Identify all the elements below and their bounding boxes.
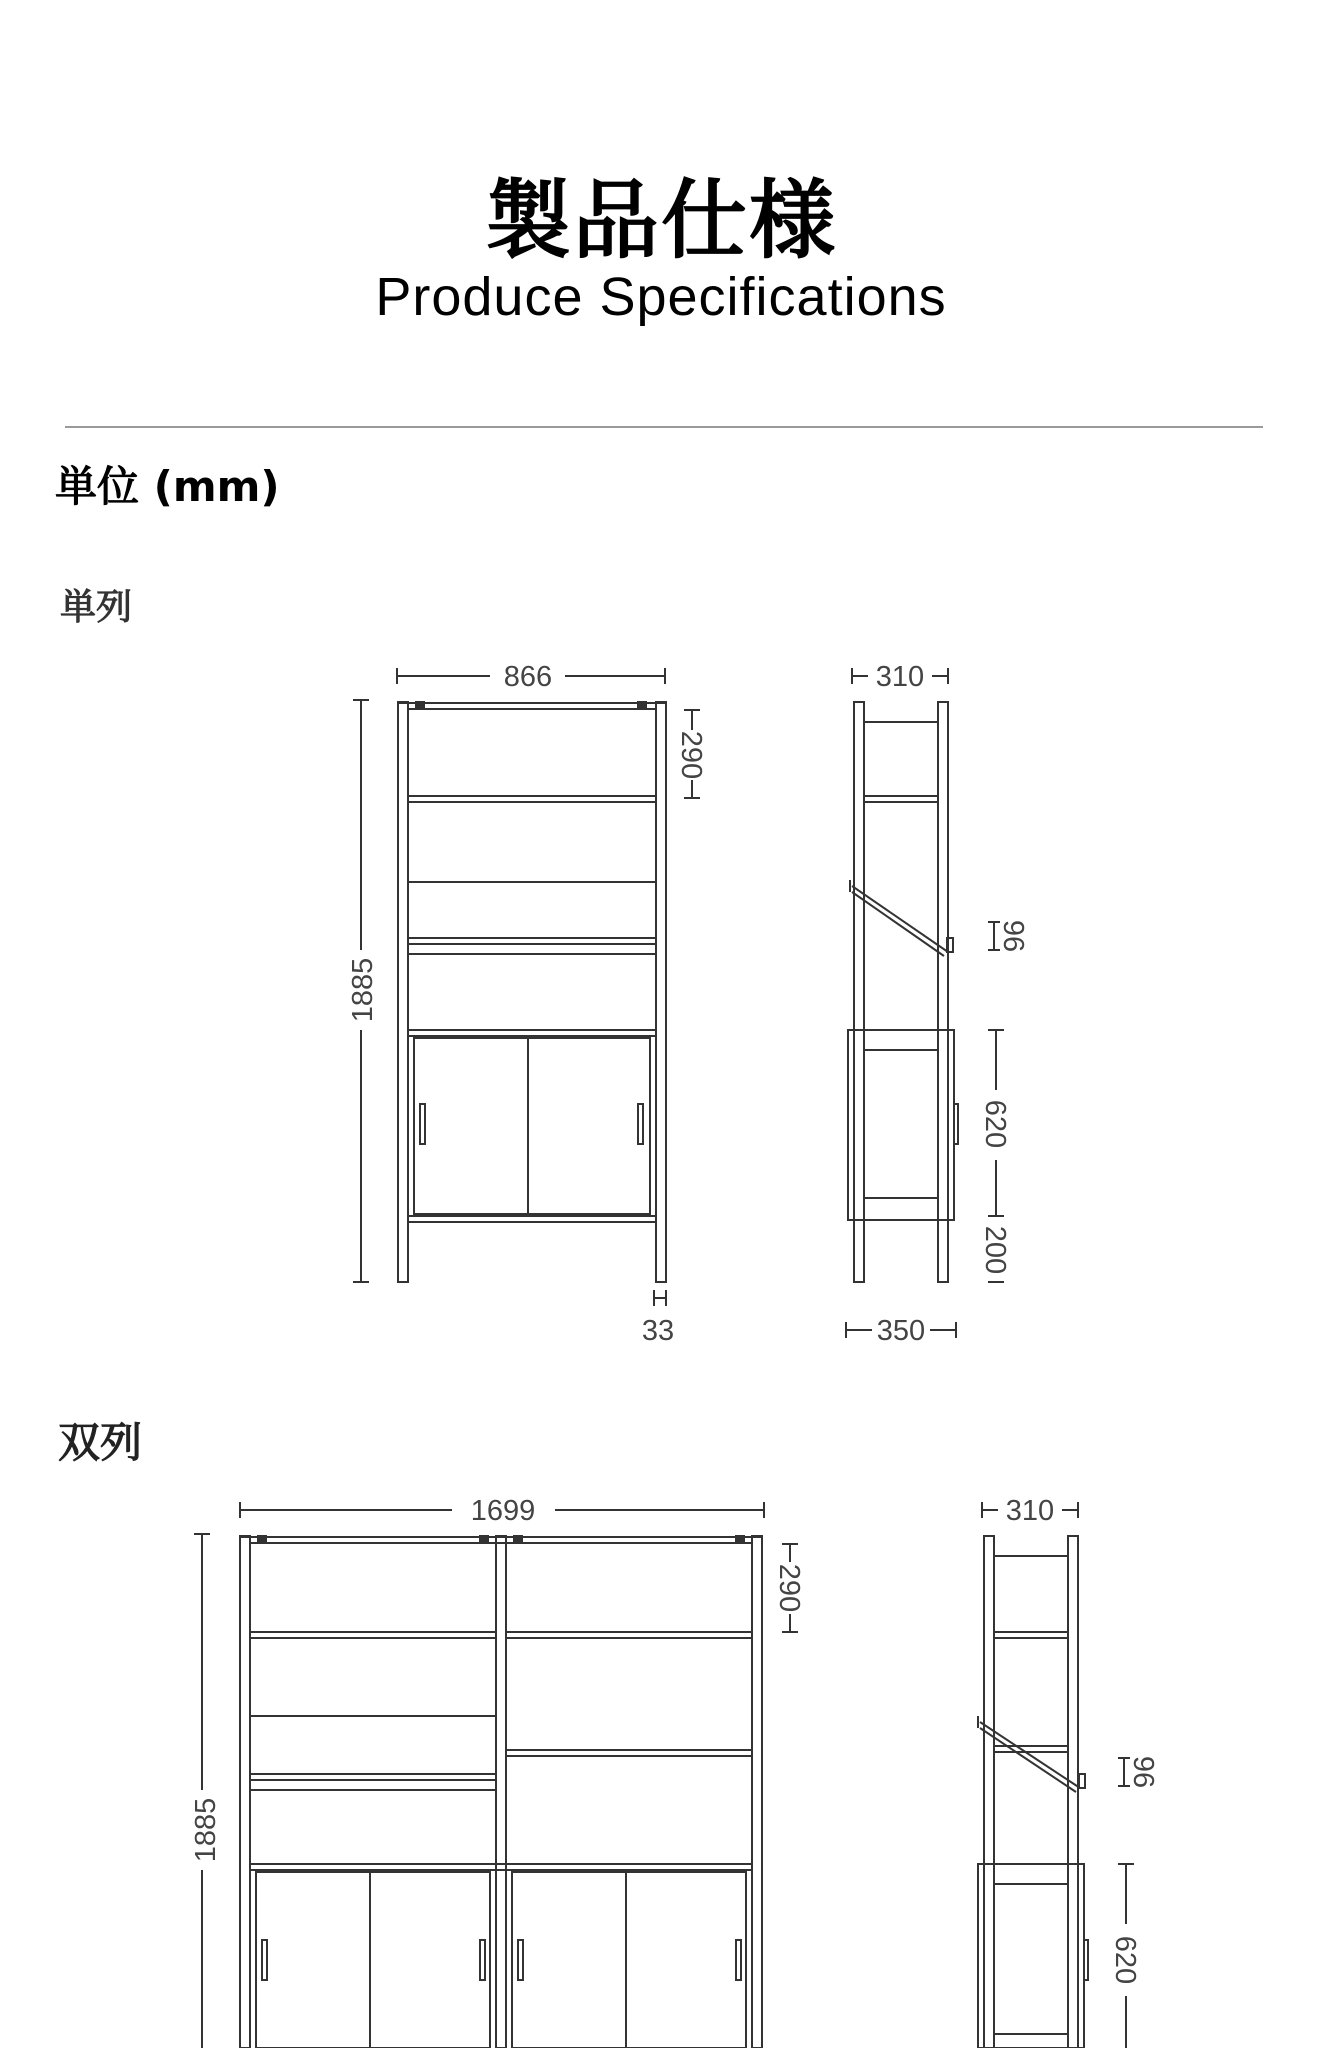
dim-single-side-depth-bottom: 350 — [876, 1315, 926, 1347]
title-japanese: 製品仕様 — [485, 171, 837, 271]
dim-double-side-depth-top: 310 — [1005, 1495, 1055, 1527]
dim-single-side-gap: 96 — [997, 919, 1029, 953]
dim-single-side-base: 200 — [979, 1225, 1011, 1275]
unit-label: 単位 (mm) — [55, 462, 280, 511]
dim-double-side-gap: 96 — [1127, 1755, 1159, 1789]
dim-single-leg: 33 — [641, 1315, 675, 1347]
dim-double-height: 1885 — [190, 1797, 222, 1863]
dim-single-side-cabinet: 620 — [979, 1099, 1011, 1149]
dim-single-width: 866 — [503, 661, 553, 693]
double-front-view — [194, 1502, 798, 2048]
dim-double-side-cabinet: 620 — [1109, 1935, 1141, 1985]
dim-single-side-depth-top: 310 — [875, 661, 925, 693]
dim-single-top-shelf: 290 — [675, 730, 707, 780]
section-label-single: 単列 — [60, 587, 133, 628]
section-label-double: 双列 — [58, 1418, 143, 1467]
dim-double-width: 1699 — [470, 1495, 536, 1527]
single-front-view — [353, 668, 700, 1306]
dim-double-top-shelf: 290 — [773, 1563, 805, 1613]
dim-single-height: 1885 — [347, 957, 379, 1023]
title-english: Produce Specifications — [375, 267, 947, 327]
